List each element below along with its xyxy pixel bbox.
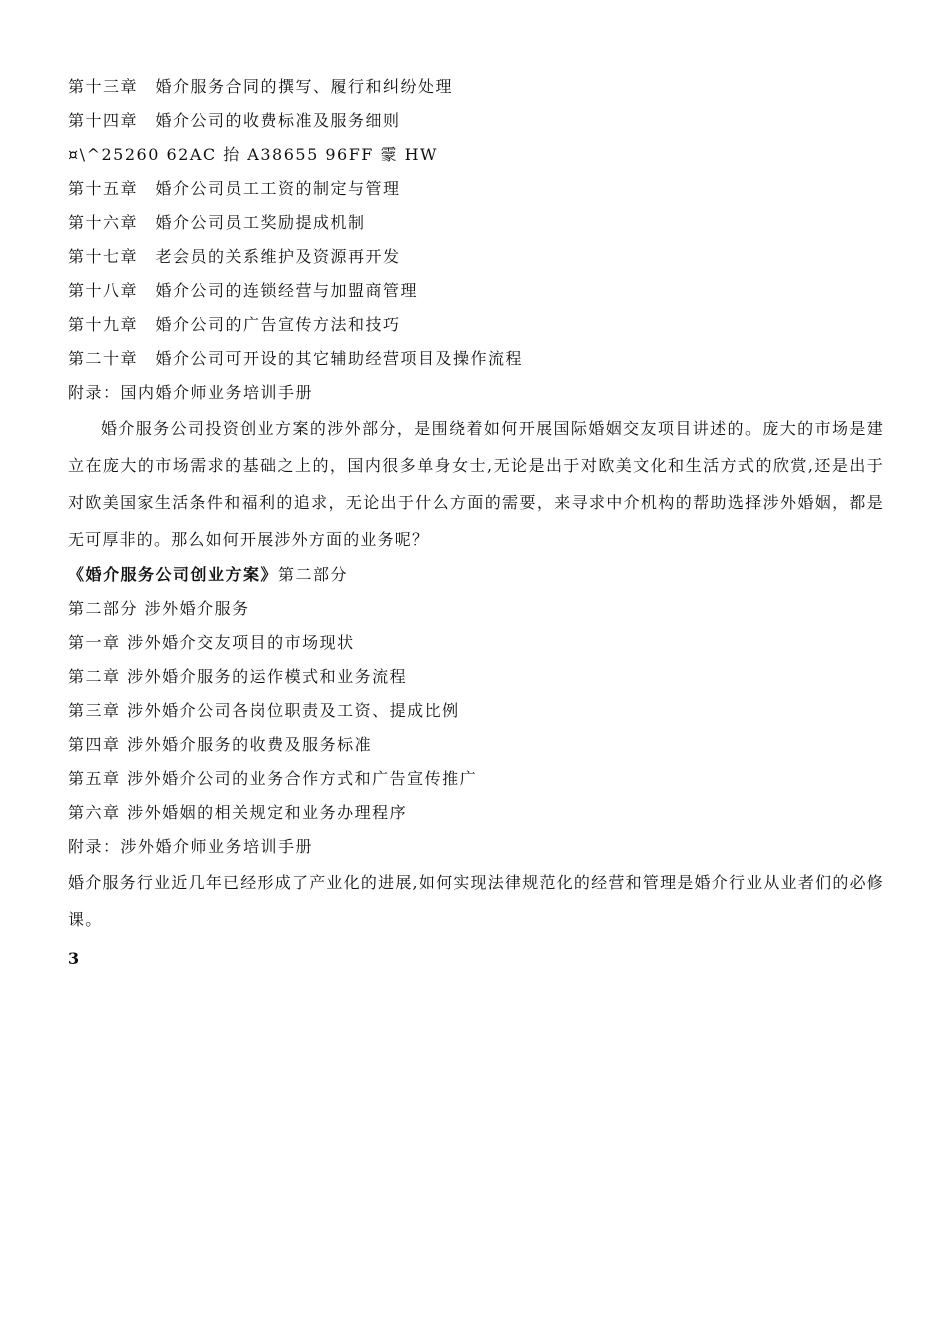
garbled-text-line: ¤\^25260 62AC 抬 A38655 96FF 霥 HW — [68, 145, 438, 164]
toc-line: 第二部分 涉外婚介服务 — [68, 599, 250, 618]
toc-line: 第五章 涉外婚介公司的业务合作方式和广告宣传推广 — [68, 769, 478, 788]
toc-line: 第二十章 婚介公司可开设的其它辅助经营项目及操作流程 — [68, 349, 524, 368]
toc-line: 第三章 涉外婚介公司各岗位职责及工资、提成比例 — [68, 701, 460, 720]
toc-line: 第十三章 婚介服务合同的撰写、履行和纠纷处理 — [68, 77, 454, 96]
toc-line: 第四章 涉外婚介服务的收费及服务标准 — [68, 735, 373, 754]
toc-line: 第二章 涉外婚介服务的运作模式和业务流程 — [68, 667, 408, 686]
part2-heading-title: 《婚介服务公司创业方案》 — [68, 565, 279, 584]
toc-appendix-line: 附录：国内婚介师业务培训手册 — [68, 383, 314, 402]
toc-part1 — [68, 70, 884, 410]
part2-heading-suffix: 第二部分 — [278, 565, 349, 584]
intro-paragraph: 婚介服务公司投资创业方案的涉外部分，是围绕着如何开展国际婚姻交友项目讲述的。庞大的市场是建立在庞大的市场需求的基础之上的，国内很多单身女士,无论是出于对欧美文化和生活方式的欣赏,还是出于对欧美国家生活条件和福利的追求，无论出于什么方面的需要，来寻求中介机构的帮助选择涉外婚姻，都是无可厚非的。那么如何开展涉外方面的业务呢？ — [68, 419, 884, 549]
part2-heading — [68, 558, 884, 592]
document-page — [68, 70, 884, 976]
toc-line: 第十四章 婚介公司的收费标准及服务细则 — [68, 111, 401, 130]
toc-line: 第十八章 婚介公司的连锁经营与加盟商管理 — [68, 281, 419, 300]
toc-appendix-line: 附录：涉外婚介师业务培训手册 — [68, 837, 314, 856]
toc-part2 — [68, 592, 884, 864]
closing-paragraph: 婚介服务行业近几年已经形成了产业化的进展,如何实现法律规范化的经营和管理是婚介行业从业者们的必修课。 — [68, 873, 884, 929]
toc-line: 第十七章 老会员的关系维护及资源再开发 — [68, 247, 401, 266]
toc-line: 第十五章 婚介公司员工工资的制定与管理 — [68, 179, 401, 198]
toc-line: 第十六章 婚介公司员工奖励提成机制 — [68, 213, 366, 232]
toc-line: 第六章 涉外婚姻的相关规定和业务办理程序 — [68, 803, 408, 822]
toc-line: 第一章 涉外婚介交友项目的市场现状 — [68, 633, 355, 652]
toc-line: 第十九章 婚介公司的广告宣传方法和技巧 — [68, 315, 401, 334]
page-number: 3 — [68, 949, 80, 968]
